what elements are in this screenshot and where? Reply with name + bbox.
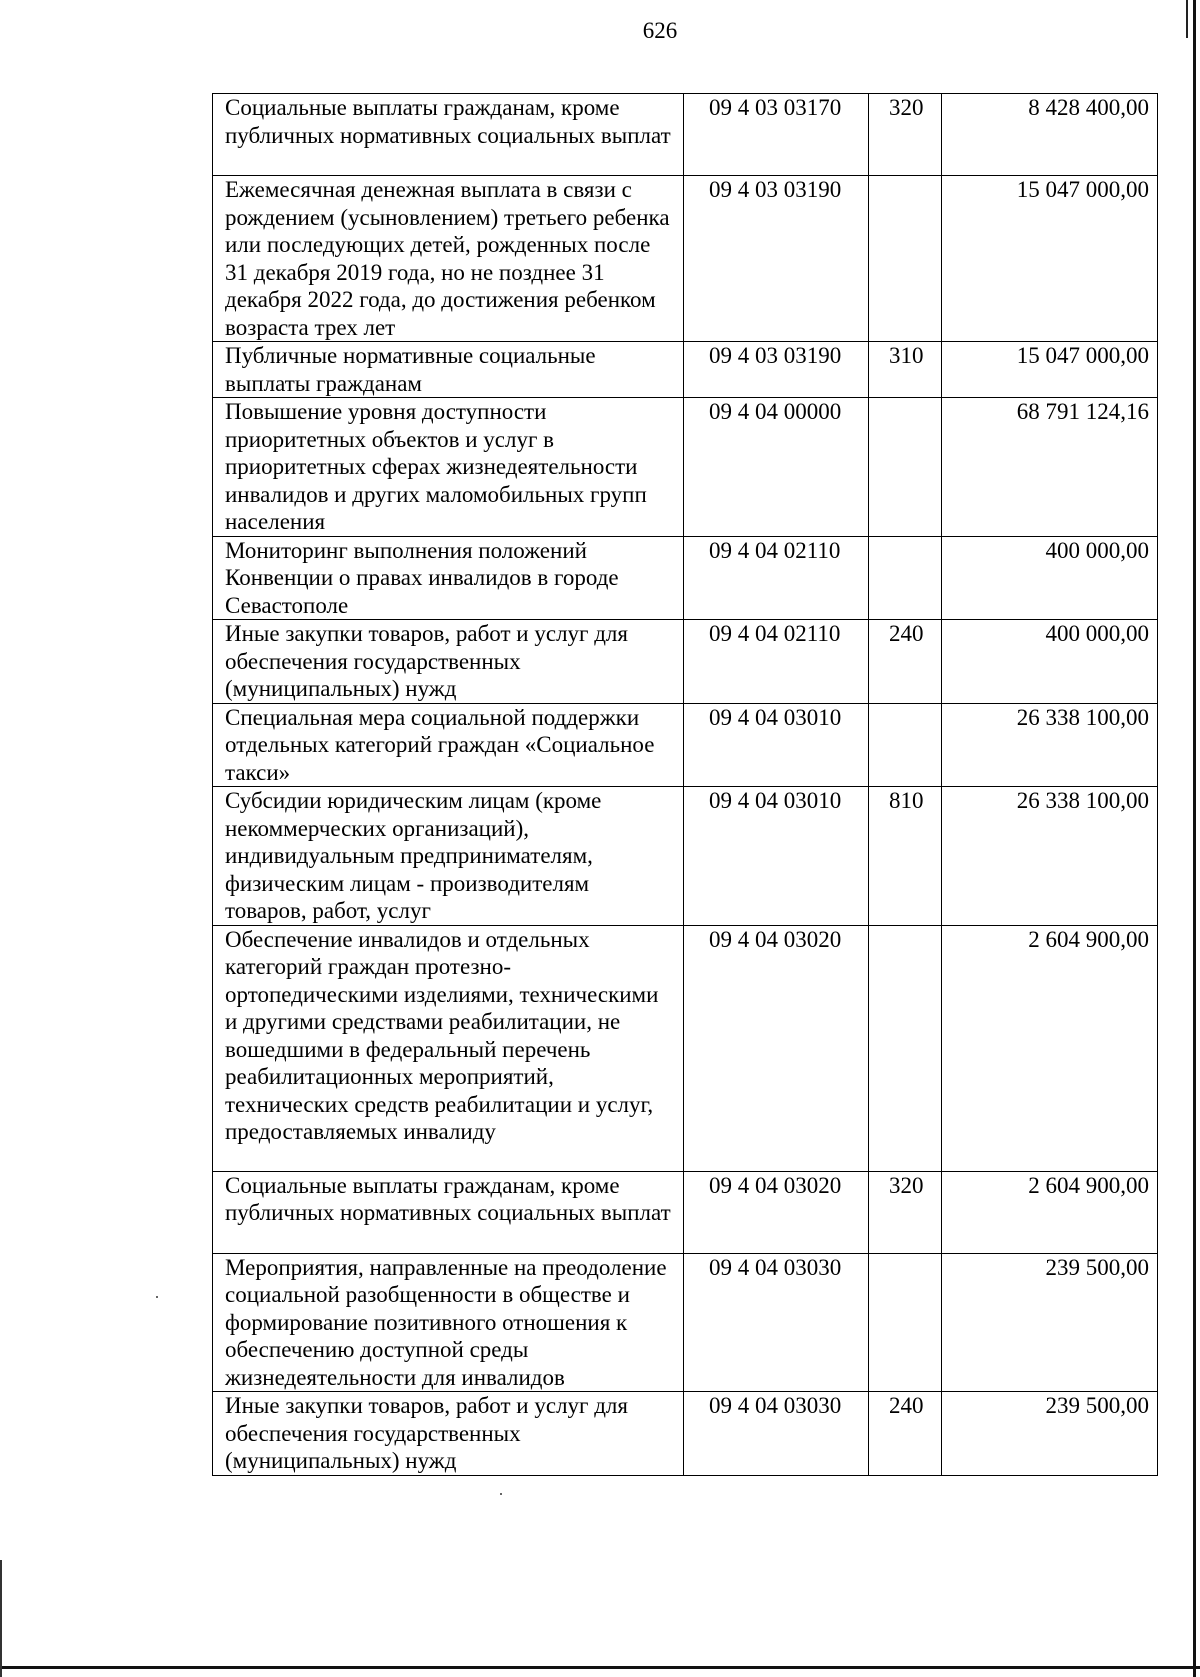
row-sum: 26 338 100,00 <box>942 787 1158 926</box>
row-sum: 15 047 000,00 <box>942 176 1158 342</box>
row-kvr <box>869 1253 942 1392</box>
row-name: Обеспечение инвалидов и отдельных категорий граждан протезно-ортопедическими изделиями, техническими и другими средствами реабилитации, не вошедшими в федеральный перечень реабилитационных мероприятий, технических средств реабилитации и услуг, предоставляемых инвалиду <box>213 925 684 1171</box>
row-code: 09 4 04 03030 <box>684 1392 869 1476</box>
scan-border-left <box>0 1560 2 1677</box>
row-kvr: 240 <box>869 1392 942 1476</box>
row-sum: 15 047 000,00 <box>942 342 1158 398</box>
row-name: Специальная мера социальной поддержки отдельных категорий граждан «Социальное такси» <box>213 703 684 787</box>
row-name: Мониторинг выполнения положений Конвенции о правах инвалидов в городе Севастополе <box>213 536 684 620</box>
scan-speck <box>500 1493 502 1495</box>
row-code: 09 4 04 02110 <box>684 620 869 704</box>
table-row <box>213 703 1158 787</box>
row-kvr: 310 <box>869 342 942 398</box>
row-kvr: 240 <box>869 620 942 704</box>
table-row <box>213 1253 1158 1392</box>
row-code: 09 4 03 03190 <box>684 342 869 398</box>
row-sum: 26 338 100,00 <box>942 703 1158 787</box>
row-sum: 2 604 900,00 <box>942 925 1158 1171</box>
table-row <box>213 94 1158 176</box>
row-sum: 2 604 900,00 <box>942 1171 1158 1253</box>
table-row <box>213 1392 1158 1476</box>
row-code: 09 4 04 03020 <box>684 1171 869 1253</box>
row-kvr <box>869 176 942 342</box>
row-name: Иные закупки товаров, работ и услуг для обеспечения государственных (муниципальных) нужд <box>213 1392 684 1476</box>
table-row <box>213 925 1158 1171</box>
row-kvr: 810 <box>869 787 942 926</box>
table-row <box>213 1171 1158 1253</box>
row-kvr <box>869 398 942 537</box>
scan-speck <box>156 1296 158 1298</box>
row-name: Социальные выплаты гражданам, кроме публичных нормативных социальных выплат <box>213 1171 684 1253</box>
table-row <box>213 398 1158 537</box>
row-code: 09 4 04 02110 <box>684 536 869 620</box>
table-row <box>213 787 1158 926</box>
row-kvr <box>869 703 942 787</box>
table-row <box>213 536 1158 620</box>
row-name: Иные закупки товаров, работ и услуг для обеспечения государственных (муниципальных) нужд <box>213 620 684 704</box>
budget-table <box>212 93 1158 1476</box>
row-code: 09 4 04 03010 <box>684 787 869 926</box>
row-code: 09 4 04 03020 <box>684 925 869 1171</box>
row-sum: 239 500,00 <box>942 1392 1158 1476</box>
row-name: Субсидии юридическим лицам (кроме некоммерческих организаций), индивидуальным предпринимателям, физическим лицам - производителям товаров, работ, услуг <box>213 787 684 926</box>
row-name: Ежемесячная денежная выплата в связи с рождением (усыновлением) третьего ребенка или последующих детей, рожденных после 31 декабря 2019 года, но не позднее 31 декабря 2022 года, до достижения ребенком возраста трех лет <box>213 176 684 342</box>
row-name: Социальные выплаты гражданам, кроме публичных нормативных социальных выплат <box>213 94 684 176</box>
table-row <box>213 342 1158 398</box>
row-sum: 400 000,00 <box>942 536 1158 620</box>
row-sum: 68 791 124,16 <box>942 398 1158 537</box>
page-number: 626 <box>642 18 678 43</box>
row-name: Мероприятия, направленные на преодоление социальной разобщенности в обществе и формирование позитивного отношения к обеспечению доступной среды жизнедеятельности для инвалидов <box>213 1253 684 1392</box>
row-kvr <box>869 925 942 1171</box>
row-sum: 400 000,00 <box>942 620 1158 704</box>
table-row <box>213 620 1158 704</box>
row-sum: 239 500,00 <box>942 1253 1158 1392</box>
row-kvr <box>869 536 942 620</box>
row-kvr: 320 <box>869 94 942 176</box>
row-name: Повышение уровня доступности приоритетных объектов и услуг в приоритетных сферах жизнедеятельности инвалидов и других маломобильных групп населения <box>213 398 684 537</box>
table-body <box>213 94 1158 1476</box>
row-sum: 8 428 400,00 <box>942 94 1158 176</box>
row-code: 09 4 04 00000 <box>684 398 869 537</box>
scan-border-right <box>1193 0 1196 1677</box>
row-name: Публичные нормативные социальные выплаты гражданам <box>213 342 684 398</box>
row-code: 09 4 04 03030 <box>684 1253 869 1392</box>
row-kvr: 320 <box>869 1171 942 1253</box>
row-code: 09 4 04 03010 <box>684 703 869 787</box>
row-code: 09 4 03 03190 <box>684 176 869 342</box>
scan-border-bottom <box>0 1666 1200 1669</box>
row-code: 09 4 03 03170 <box>684 94 869 176</box>
table-row <box>213 176 1158 342</box>
